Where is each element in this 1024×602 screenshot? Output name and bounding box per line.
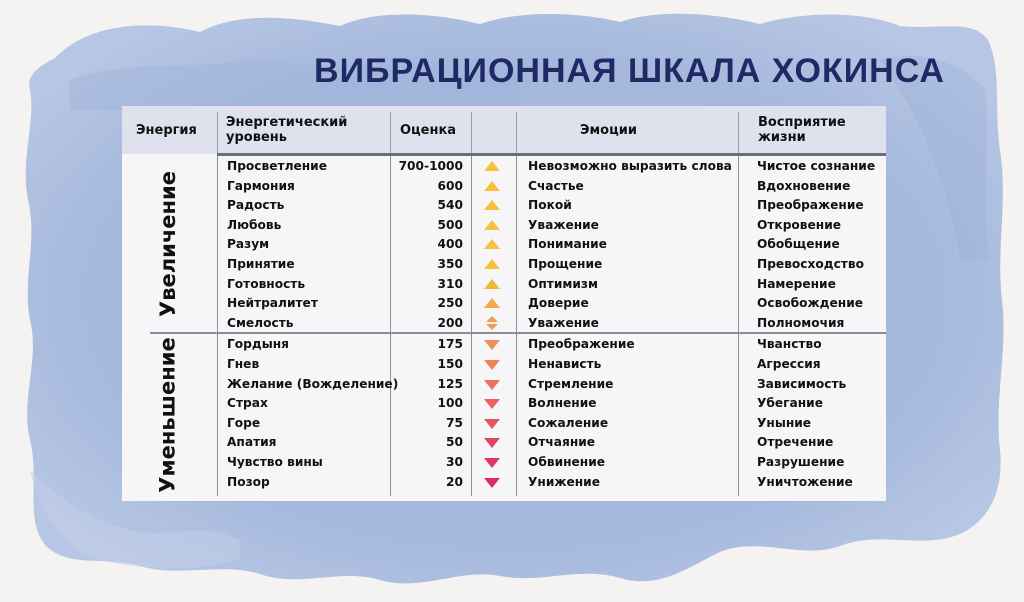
table-row [122, 157, 886, 177]
score-cell: 75 [446, 415, 463, 430]
perception-cell: Убегание [757, 396, 823, 411]
arrow-up-icon [482, 275, 502, 295]
emotion-cell: Оптимизм [528, 276, 598, 291]
table-row [122, 375, 886, 395]
arrow-down-icon [482, 433, 502, 453]
table-row [122, 196, 886, 216]
arrow-down-icon [482, 414, 502, 434]
perception-cell: Чистое сознание [757, 159, 876, 173]
level-cell: Гармония [227, 178, 295, 193]
level-cell: Смелость [227, 315, 294, 330]
table-row [122, 433, 886, 453]
header-score: Оценка [400, 122, 457, 138]
score-cell: 540 [437, 198, 463, 213]
level-cell: Горе [227, 415, 261, 430]
table-header [122, 106, 886, 154]
emotion-cell: Волнение [528, 396, 597, 411]
table-row [122, 453, 886, 473]
level-cell: Разум [227, 237, 270, 252]
table-row [122, 414, 886, 434]
level-cell: Нейтралитет [227, 296, 318, 311]
level-cell: Принятие [227, 257, 295, 271]
score-cell: 50 [446, 435, 463, 450]
emotion-cell: Доверие [528, 296, 589, 311]
arrow-down-icon [482, 375, 502, 395]
score-cell: 20 [446, 474, 463, 489]
arrow-up-icon [482, 216, 502, 236]
perception-cell: Уничтожение [757, 474, 853, 489]
table-row [122, 335, 886, 355]
arrow-up-icon [482, 196, 502, 216]
emotion-cell: Стремление [528, 376, 614, 391]
perception-cell: Освобождение [757, 296, 864, 311]
level-cell: Просветление [227, 159, 327, 173]
emotion-cell: Отчаяние [528, 435, 596, 450]
perception-cell: Уныние [757, 415, 812, 430]
header-perception: Восприятие жизни [758, 115, 846, 145]
table-row [122, 235, 886, 255]
perception-cell: Полномочия [757, 315, 845, 330]
score-cell: 250 [437, 296, 463, 311]
level-cell: Любовь [227, 217, 282, 232]
arrow-up-icon [482, 235, 502, 255]
header-divider [471, 112, 472, 156]
emotion-cell: Счастье [528, 178, 584, 193]
emotion-cell: Преображение [528, 337, 635, 352]
score-cell: 350 [437, 257, 463, 271]
perception-cell: Отречение [757, 435, 834, 450]
header-divider [390, 112, 391, 156]
emotion-cell: Прощение [528, 257, 603, 271]
section-label-decrease-text: Уменьшение [156, 337, 180, 493]
level-cell: Радость [227, 198, 285, 213]
score-cell: 310 [437, 276, 463, 291]
table-row [122, 473, 886, 493]
arrow-down-icon [482, 355, 502, 375]
table-row [122, 177, 886, 197]
score-cell: 100 [437, 396, 463, 411]
arrow-up-icon [482, 177, 502, 197]
header-rule [217, 153, 886, 156]
table-row [122, 275, 886, 295]
level-cell: Чувство вины [227, 455, 323, 469]
perception-cell: Обобщение [757, 237, 840, 252]
emotion-cell: Покой [528, 198, 572, 213]
score-cell: 200 [437, 315, 463, 330]
emotion-cell: Понимание [528, 237, 607, 252]
header-level: Энергетический уровень [226, 115, 348, 145]
score-cell: 700-1000 [398, 159, 463, 173]
arrow-up-down-icon [482, 314, 502, 334]
section-label-increase-text: Увеличение [156, 171, 181, 317]
table-row [122, 355, 886, 375]
table-row [122, 394, 886, 414]
header-energy: Энергия [136, 122, 197, 138]
header-divider [738, 112, 739, 156]
arrow-down-icon [482, 453, 502, 473]
arrow-down-icon [482, 394, 502, 414]
header-divider [516, 112, 517, 156]
perception-cell: Намерение [757, 276, 836, 291]
table-row [122, 314, 886, 334]
table-row [122, 294, 886, 314]
level-cell: Гнев [227, 357, 260, 371]
perception-cell: Чванство [757, 337, 822, 352]
emotion-cell: Уважение [528, 217, 599, 232]
page-title: ВИБРАЦИОННАЯ ШКАЛА ХОКИНСА [314, 52, 945, 90]
level-cell: Позор [227, 474, 270, 489]
perception-cell: Зависимость [757, 376, 847, 391]
arrow-up-icon [482, 294, 502, 314]
perception-cell: Превосходство [757, 257, 864, 271]
emotion-cell: Сожаление [528, 415, 609, 430]
perception-cell: Вдохновение [757, 178, 851, 193]
header-emotions: Эмоции [580, 122, 637, 138]
score-cell: 150 [437, 357, 463, 371]
table-row [122, 255, 886, 275]
level-cell: Гордыня [227, 337, 289, 352]
header-divider [217, 112, 218, 156]
emotion-cell: Уважение [528, 315, 599, 330]
arrow-up-icon [482, 255, 502, 275]
emotion-cell: Ненависть [528, 357, 602, 371]
score-cell: 30 [446, 455, 463, 469]
score-cell: 600 [437, 178, 463, 193]
emotion-cell: Унижение [528, 474, 600, 489]
perception-cell: Разрушение [757, 455, 845, 469]
score-cell: 125 [437, 376, 463, 391]
emotion-cell: Невозможно выразить слова [528, 159, 732, 173]
level-cell: Готовность [227, 276, 306, 291]
level-cell: Желание (Вожделение) [227, 376, 399, 391]
table-row [122, 216, 886, 236]
arrow-down-icon [482, 335, 502, 355]
perception-cell: Преображение [757, 198, 864, 213]
score-cell: 175 [437, 337, 463, 352]
perception-cell: Агрессия [757, 357, 821, 371]
arrow-down-icon [482, 473, 502, 493]
level-cell: Страх [227, 396, 268, 411]
emotion-cell: Обвинение [528, 455, 606, 469]
score-cell: 500 [437, 217, 463, 232]
hawkins-scale-table [122, 106, 886, 501]
score-cell: 400 [437, 237, 463, 252]
perception-cell: Откровение [757, 217, 841, 232]
level-cell: Апатия [227, 435, 277, 450]
arrow-up-icon [482, 157, 502, 177]
